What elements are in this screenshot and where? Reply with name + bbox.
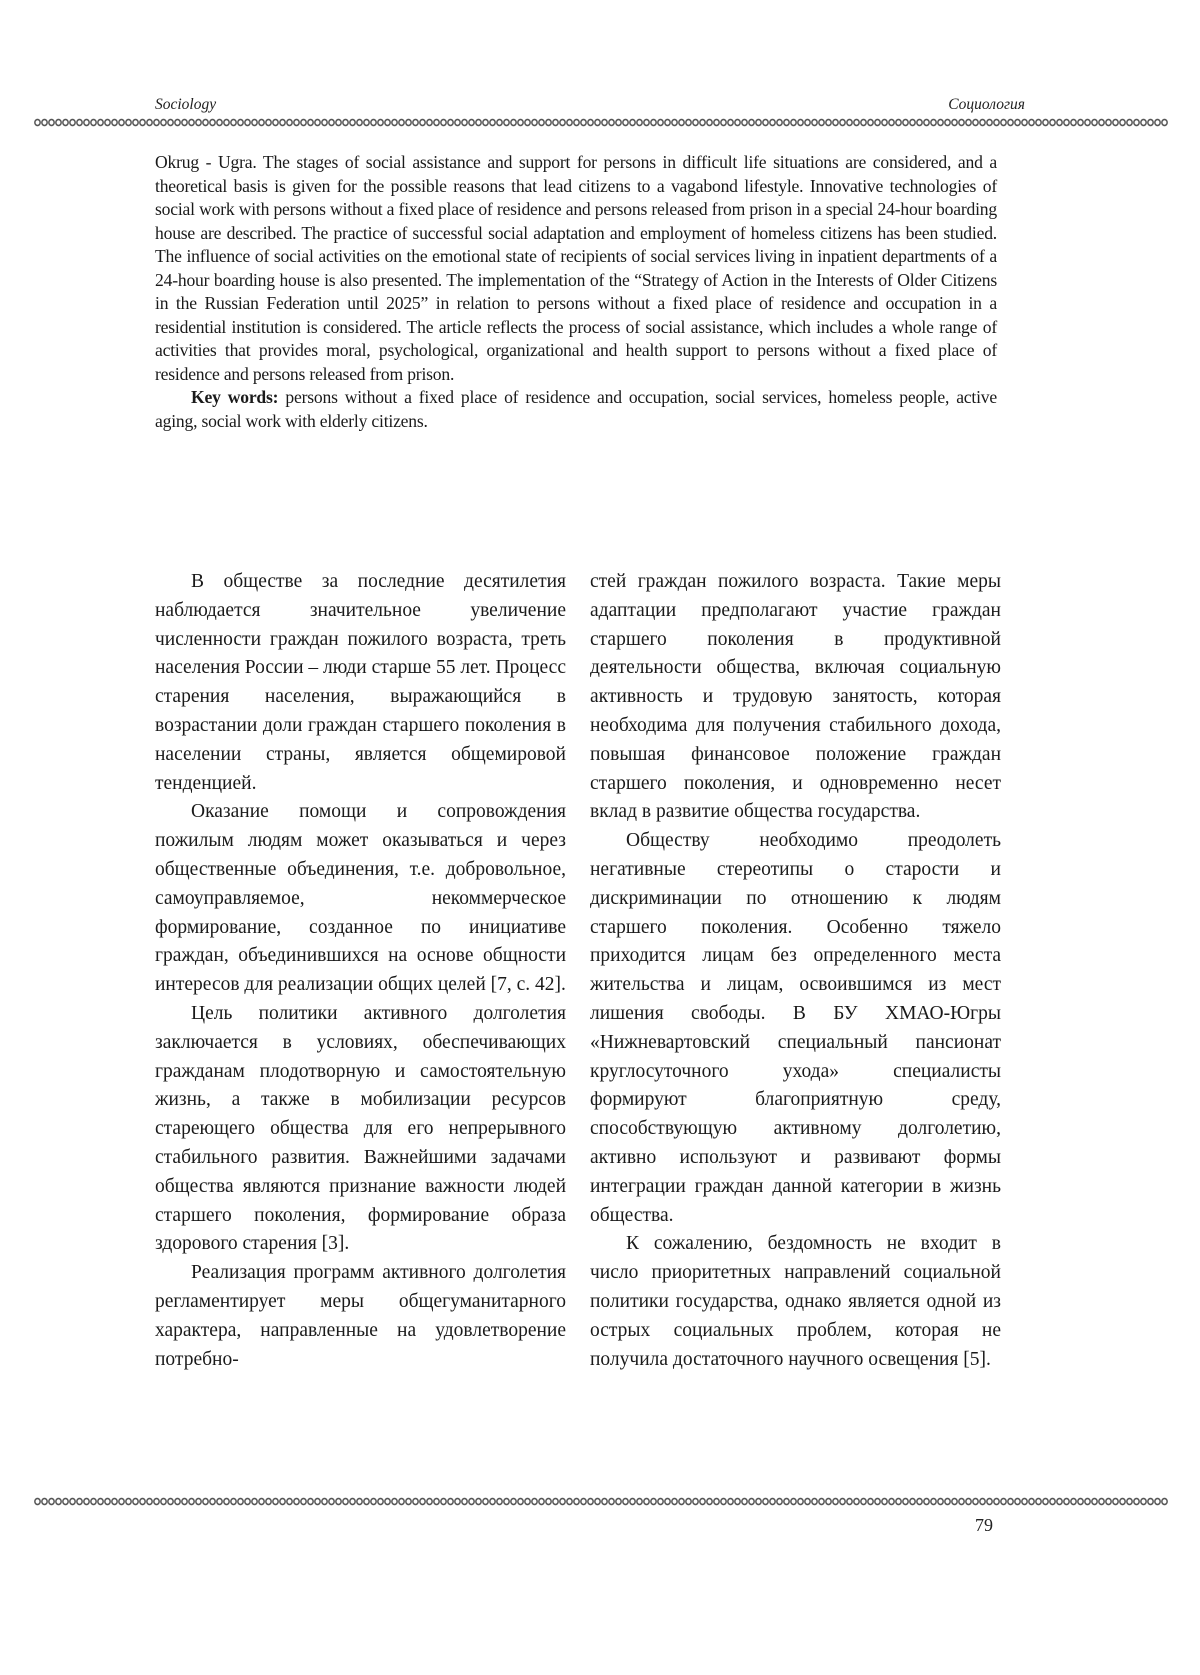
abstract (155, 151, 997, 433)
page-number: 79 (975, 1515, 993, 1535)
body-column-right (590, 568, 1001, 1374)
keywords-label: Key words: (191, 387, 279, 407)
keywords-text: persons without a fixed place of residence and occupation, social services, homeless people, active aging, social work with elderly citizens. (155, 387, 998, 431)
paragraph: Оказание помощи и сопровождения пожилым людям может оказываться и через общественные объединения, т.е. добровольное, самоуправляемое, некоммерческое формирование, созданное по инициативе граждан, объединившихся на основе общности интересов для реализации общих целей [7, с. 42]. (155, 801, 566, 996)
paragraph-continued: стей граждан пожилого возраста. Такие меры адаптации предполагают участие граждан старшего поколения в продуктивной деятельности общества, включая социальную активность и трудовую занятость, которая необходима для получения стабильного дохода, повышая финансовое положение граждан старшего поколения, и одновременно несет вклад в развитие общества государства. (590, 571, 1001, 823)
top-ornamental-rule (34, 118, 1168, 127)
bottom-ornamental-rule (34, 1497, 1168, 1506)
running-head-left: Sociology (155, 96, 217, 113)
running-head (155, 96, 1025, 118)
keywords (155, 386, 997, 433)
paragraph: В обществе за последние десятилетия наблюдается значительное увеличение численности граждан пожилого возраста, треть населения России – люди старше 55 лет. Процесс старения населения, выражающийся в возрастании доли граждан старшего поколения в населении страны, является общемировой тенденцией. (155, 571, 566, 794)
body-column-left (155, 568, 566, 1374)
paragraph: Цель политики активного долголетия заключается в условиях, обеспечивающих гражданам плодотворную и самостоятельную жизнь, а также в мобилизации ресурсов стареющего общества для его непрерывного стабильного развития. Важнейшими задачами общества являются признание важности людей старшего поколения, формирование образа здорового старения [3]. (155, 1002, 566, 1255)
abstract-text: Okrug - Ugra. The stages of social assistance and support for persons in difficult life situations are considered, and a theoretical basis is given for the possible reasons that lead citizens to a vagabond lifestyle. Innovative technologies of social work with persons without a fixed place of residence and persons released from prison in a special 24-hour boarding house are described. The practice of successful social adaptation and employment of homeless citizens has been studied. The influence of social activities on the emotional state of recipients of social services living in inpatient departments of a 24-hour boarding house is also presented. The implementation of the “Strategy of Action in the Interests of Older Citizens in the Russian Federation until 2025” in relation to persons without a fixed place of residence and occupation in a residential institution is considered. The article reflects the process of social assistance, which includes a whole range of activities that provides moral, psychological, organizational and health support to persons without a fixed place of residence and persons released from prison. (155, 152, 997, 384)
running-head-right: Социология (948, 96, 1025, 113)
paragraph: Реализация программ активного долголетия регламентирует меры общегуманитарного характера, направленные на удовлетворение потребно- (155, 1262, 566, 1370)
paragraph: К сожалению, бездомность не входит в число приоритетных направлений социальной политики государства, однако является одной из острых социальных проблем, которая не получила достаточного научного освещения [5]. (590, 1233, 1001, 1370)
paragraph: Обществу необходимо преодолеть негативные стереотипы о старости и дискриминации по отношению к людям старшего поколения. Особенно тяжело приходится лицам без определенного места жительства и лицам, освоившимся из мест лишения свободы. В БУ ХМАО-Югры «Нижневартовский специальный пансионат круглосуточного ухода» специалисты формируют благоприятную среду, способствующую активному долголетию, активно используют и развивают формы интеграции граждан данной категории в жизнь общества. (590, 830, 1001, 1226)
